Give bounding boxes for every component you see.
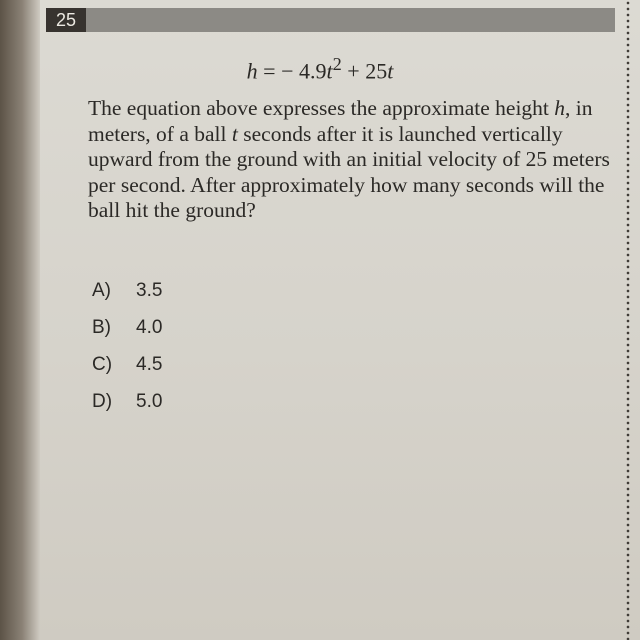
equation-rhs-mid: + 25: [347, 58, 388, 84]
question-prompt: [88, 96, 618, 224]
prompt-var-h: h: [554, 96, 566, 120]
choice-letter: A): [92, 280, 111, 301]
equation-exponent: 2: [332, 54, 342, 74]
choice-value: 3.5: [136, 280, 163, 301]
prompt-part-3: seconds after it is launched vertically upward from the ground with an initial velocity of 25 meters per second. After approximately how many seconds will the ball hit the ground?: [88, 121, 610, 223]
choice-letter: C): [92, 354, 113, 375]
answer-choices: [92, 277, 162, 425]
question-number: 25: [46, 8, 86, 32]
perforated-edge: [626, 0, 630, 640]
choice-letter: D): [92, 391, 113, 412]
choice-letter: B): [92, 317, 111, 338]
prompt-part-1: The equation above expresses the approximate height: [88, 96, 555, 120]
choice-value: 4.5: [136, 354, 163, 375]
choice-value: 4.0: [136, 317, 163, 338]
page-shadow-edge: [0, 0, 40, 640]
choice-value: 5.0: [136, 391, 163, 412]
question-header-band: [46, 8, 615, 32]
equation-var-t2: t: [387, 58, 394, 84]
choice-a[interactable]: [92, 277, 162, 314]
equation-var-h: h: [246, 58, 258, 84]
prompt-part-2: , in meters, of a ball: [88, 96, 593, 146]
choice-c[interactable]: [92, 351, 162, 388]
equation-var-t: t: [326, 58, 333, 84]
prompt-var-t: t: [231, 121, 238, 146]
equation-rhs-pre: = − 4.9: [263, 58, 327, 84]
equation: [0, 54, 640, 84]
choice-b[interactable]: [92, 314, 162, 351]
choice-d[interactable]: [92, 388, 162, 425]
